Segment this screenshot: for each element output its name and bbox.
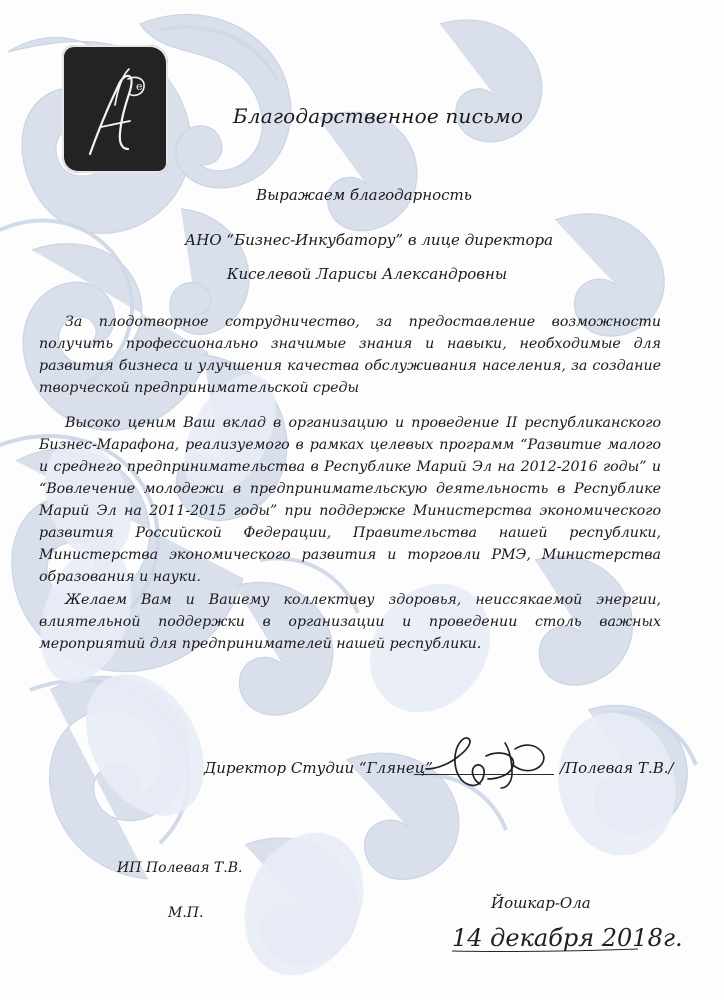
handwritten-date: [450, 918, 683, 960]
letter-paragraph-2: Высоко ценим Ваш вклад в организацию и проведение II республиканского Бизнес-Марафона, реализуемого в рамках целевых программ “Развитие малого и среднего предпринимательства в Республике Марий Эл на 2012-2016 годы” и “Вовлечение молодежи в предпринимательскую деятельность в Республике Марий Эл на 2011-2015 годы” при поддержке Министерства экономического развития Российской Федерации, Правительства нашей республики, Министерства экономического развития и торговли РМЭ, Министерства образования и науки.: [39, 415, 661, 585]
gratitude-line: Выражаем благодарность: [256, 186, 472, 204]
stamp-place-label: М.П.: [168, 905, 204, 921]
handwritten-signature-icon: [413, 735, 559, 791]
letter-title: Благодарственное письмо: [232, 104, 524, 128]
svg-text:e: e: [136, 80, 143, 93]
director-label: Директор Студии “Глянец”: [204, 759, 433, 777]
recipient-organization: АНО “Бизнес-Инкубатору” в лице директора: [184, 231, 554, 249]
letter-paragraph-3: Желаем Вам и Вашему коллективу здоровья, неиссякаемой энергии, влиятельной поддержки в организации и проведении столь важных мероприятий для предпринимателей нашей республики.: [39, 592, 661, 652]
recipient-name: Киселевой Ларисы Александровны: [226, 265, 508, 283]
city-label: Йошкар-Ола: [491, 894, 591, 912]
ip-label: ИП Полевая Т.В.: [117, 860, 243, 876]
director-name: /Полевая Т.В./: [560, 759, 674, 777]
date-text: 14 декабря 2018г.: [452, 924, 683, 952]
letter-paragraph-1: За плодотворное сотрудничество, за предоставление возможности получить профессионально значимые знания и навыки, необходимые для развития бизнеса и улучшения качества обслуживания населения, за создание творческой предпринимательской среды: [39, 314, 661, 396]
